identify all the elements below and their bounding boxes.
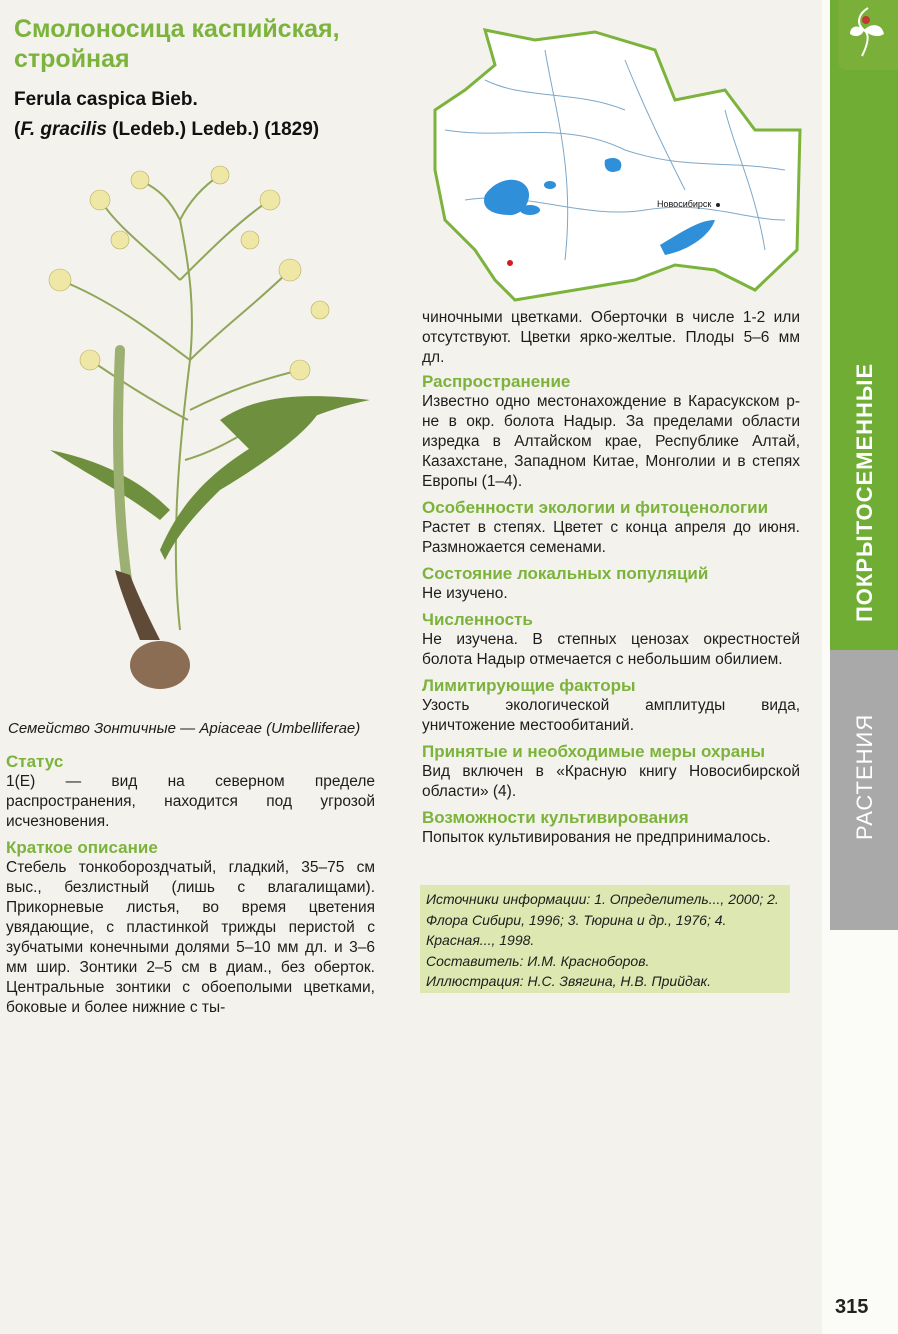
section-cultivation (422, 808, 800, 848)
latin-name: Ferula caspica Bieb. (14, 89, 198, 110)
synonym-rest: (Ledeb.) Ledeb.) (1829) (106, 119, 320, 140)
plant-illustration (20, 160, 390, 700)
section-text: 1(E) — вид на северном пределе распространения, находится под угрозой исчезновения. (6, 773, 375, 830)
page-number: 315 (835, 1296, 869, 1318)
section-heading: Статус (6, 752, 64, 771)
species-title: Смолоносица каспийская, стройная (14, 15, 340, 73)
section-heading: Распространение (422, 372, 571, 391)
section-heading: Численность (422, 610, 533, 629)
section-text: Известно одно местонахождение в Карасукском р-не в окр. болота Надыр. За пределами области изредка в Алтайском крае, Республике Алтай, Казахстане, Западном Китае, Монголии и в степях Европы (1–4). (422, 393, 800, 490)
section-heading: Принятые и необходимые меры охраны (422, 742, 766, 761)
section-status (6, 752, 375, 832)
section-text: Попыток культивирования не предпринималось. (422, 829, 771, 846)
right-column (422, 308, 800, 848)
synonym-open: ( (14, 119, 21, 140)
synonym-species: F. gracilis (20, 119, 107, 140)
section-text: Вид включен в «Красную книгу Новосибирской области» (4). (422, 763, 800, 800)
section-ecology (422, 498, 800, 558)
section-limiting-factors (422, 676, 800, 736)
section-heading: Лимитирующие факторы (422, 676, 636, 695)
section-text: Не изучена. В степных ценозах окрестностей болота Надыр отмечается с небольшим обилием. (422, 631, 800, 668)
section-heading: Состояние локальных популяций (422, 564, 709, 583)
sidebar-label-angiosperms: ПОКРЫТОСЕМЕННЫЕ (852, 362, 877, 622)
family-prefix: Семейство Зонтичные — (8, 720, 200, 737)
section-description (6, 838, 375, 1018)
sidebar-band-plants (830, 650, 898, 930)
section-heading: Особенности экологии и фитоценологии (422, 498, 769, 517)
sidebar-band-angiosperms (830, 0, 898, 650)
section-protection (422, 742, 800, 802)
section-text: Узость экологической амплитуды вида, уничтожение местообитаний. (422, 697, 800, 734)
section-text: Растет в степях. Цветет с конца апреля до июня. Размножается семенами. (422, 519, 800, 556)
synonym (14, 116, 319, 144)
sources-box (420, 885, 790, 993)
section-heading: Краткое описание (6, 838, 158, 857)
location-point (507, 260, 513, 266)
distribution-map (425, 20, 805, 305)
city-marker (716, 203, 720, 207)
section-distribution (422, 372, 800, 492)
orchid-emblem-icon (838, 0, 898, 70)
family-latin: Apiaceae (Umbelliferae) (199, 720, 361, 737)
sources-text: Источники информации: 1. Определитель..., 2000; 2. Флора Сибири, 1996; 3. Тюрина и др., 1976; 4. Красная..., 1998. (426, 891, 779, 948)
left-column (6, 752, 375, 1018)
section-populations (422, 564, 800, 604)
illustration-credit: Иллюстрация: Н.С. Звягина, Н.В. Прийдак. (426, 973, 712, 989)
section-abundance (422, 610, 800, 670)
city-label: Новосибирск (657, 199, 712, 209)
section-text: Не изучено. (422, 585, 508, 602)
description-continuation: чиночными цветками. Оберточки в числе 1-2 или отсутствуют. Цветки ярко-желтые. Плоды 5–6 мм дл. (422, 309, 800, 366)
compiler-text: Составитель: И.М. Красноборов. (426, 952, 650, 969)
sidebar-label-plants: РАСТЕНИЯ (852, 713, 877, 840)
section-text: Стебель тонкобороздчатый, гладкий, 35–75 см выс., безлистный (лишь с влагалищами). Прикорневые листья, во время цветения увядающие, с пластинкой трижды перистой с зубчатыми конечными долями 5–10 мм дл. и 3–6 мм шир. Зонтики 2–5 см в диам., без оберток. Центральные зонтики с обоеполыми цветками, боковые и более нижние с ты- (6, 859, 375, 1016)
section-heading: Возможности культивирования (422, 808, 689, 827)
family-line (8, 720, 360, 737)
